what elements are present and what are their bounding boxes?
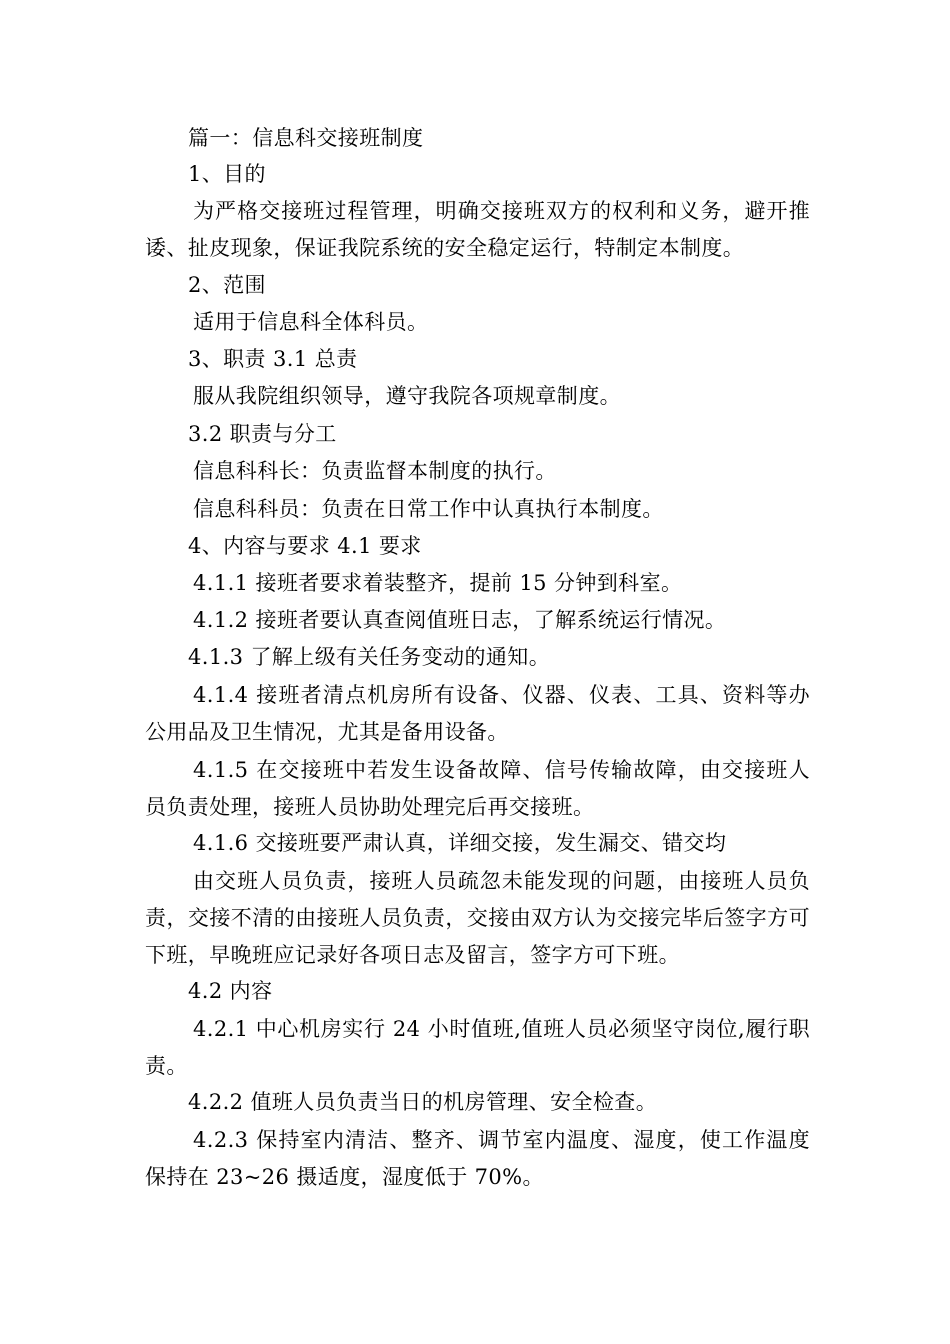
requirement-4-1-1: 4.1.1 接班者要求着装整齐，提前 15 分钟到科室。 (193, 571, 683, 595)
section-2-body: 适用于信息科全体科员。 (193, 310, 429, 334)
content-4-2-1: 4.2.1 中心机房实行 24 小时值班,值班人员必须坚守岗位,履行职责。 (145, 1017, 810, 1078)
section-1-heading: 1、目的 (188, 162, 266, 186)
section-1-body: 为严格交接班过程管理，明确交接班双方的权利和义务，避开推诿、扯皮现象，保证我院系统的安全稳定运行，特制定本制度。 (145, 199, 810, 260)
requirement-4-1-6: 4.1.6 交接班要严肃认真，详细交接，发生漏交、错交均 (193, 831, 727, 855)
section-4-heading: 4、内容与要求 4.1 要求 (188, 534, 422, 558)
duty-staff: 信息科科员：负责在日常工作中认真执行本制度。 (193, 497, 664, 521)
section-3-2-heading: 3.2 职责与分工 (188, 422, 337, 446)
requirement-4-1-2: 4.1.2 接班者要认真查阅值班日志，了解系统运行情况。 (193, 608, 727, 632)
duty-director: 信息科科长：负责监督本制度的执行。 (193, 459, 557, 483)
content-4-2-3: 4.2.3 保持室内清洁、整齐、调节室内温度、湿度，使工作温度保持在 23~26 摄适度，湿度低于 70%。 (145, 1128, 810, 1189)
requirement-4-1-4: 4.1.4 接班者清点机房所有设备、仪器、仪表、工具、资料等办公用品及卫生情况，尤其是备用设备。 (145, 683, 810, 744)
section-4-2-heading: 4.2 内容 (188, 979, 273, 1003)
requirement-4-1-5: 4.1.5 在交接班中若发生设备故障、信号传输故障，由交接班人员负责处理，接班人员协助处理完后再交接班。 (145, 758, 810, 819)
content-4-2-2: 4.2.2 值班人员负责当日的机房管理、安全检查。 (188, 1090, 658, 1114)
document-title: 篇一：信息科交接班制度 (188, 126, 424, 150)
section-2-heading: 2、范围 (188, 273, 266, 297)
requirement-4-1-6-continued: 由交班人员负责，接班人员疏忽未能发现的问题，由接班人员负责，交接不清的由接班人员负责，交接由双方认为交接完毕后签字方可下班，早晚班应记录好各项日志及留言，签字方可下班。 (145, 869, 810, 967)
section-3-body: 服从我院组织领导，遵守我院各项规章制度。 (193, 384, 621, 408)
section-3-heading: 3、职责 3.1 总责 (188, 347, 358, 371)
requirement-4-1-3: 4.1.3 了解上级有关任务变动的通知。 (188, 645, 551, 669)
